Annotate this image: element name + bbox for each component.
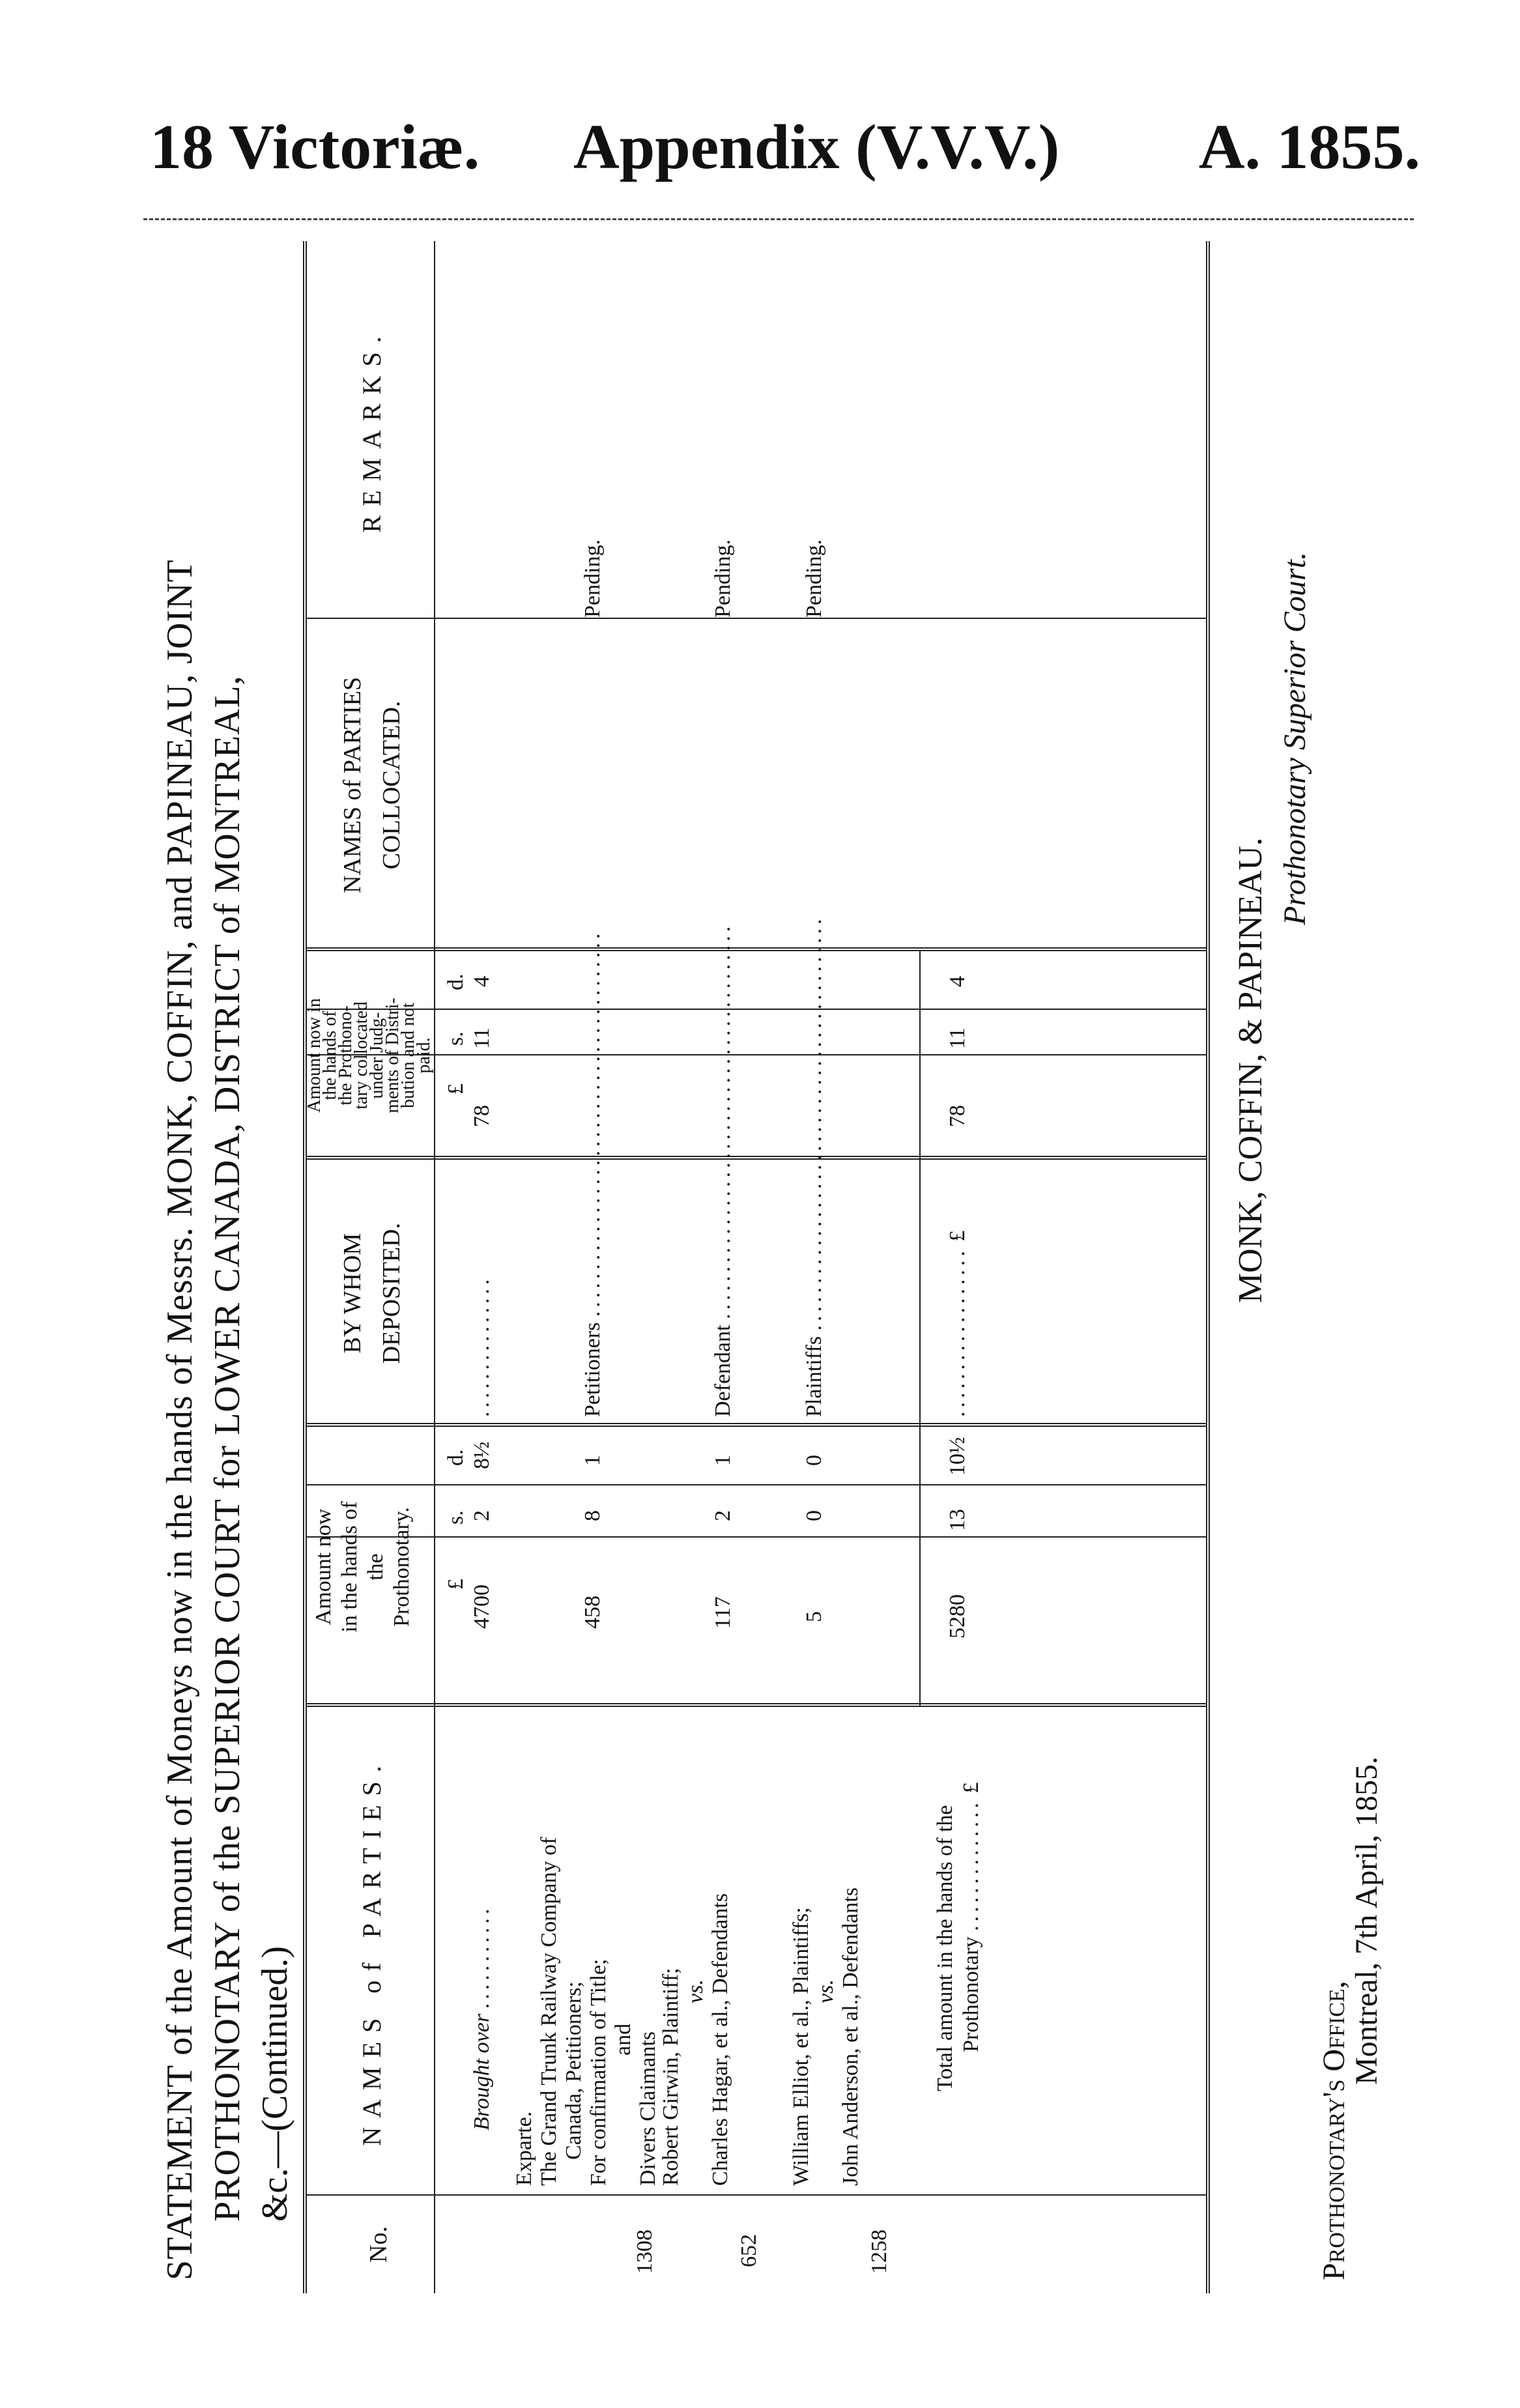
col-divider [307,947,1206,951]
row-deposited: Defendant .......................................... [711,922,735,1417]
row-remarks: Pending. [581,539,605,618]
pounds-symbol: £ [444,1579,468,1590]
col-header-no: No. [365,2226,392,2263]
office-place-date: Montreal, 7th April, 1855. [1349,1756,1384,2085]
brought-over-c-shillings: 11 [470,1027,494,1049]
col-divider [307,1156,1206,1160]
row-pounds: 117 [711,1596,735,1629]
office-name: Prothonotary's Office, [1317,1981,1351,2280]
brought-over-leader: ............... [470,1275,494,1417]
col-header-collocated-amount: Amount now in the hands of the Prothono- tary collocated under Judg- ments of Distri- bution and not paid. [304,997,434,1113]
total-c-pounds: 78 [945,1105,969,1127]
total-rule [919,951,921,1707]
statement-title [156,261,303,2280]
brought-over-pence: 8½ [470,1441,494,1469]
row-no: 1308 [633,2229,657,2274]
shillings-symbol: s. [444,1510,468,1525]
row-pence: 0 [802,1455,826,1466]
col-header-remarks: REMARKS. [357,327,386,533]
col-header-amount: Amount now in the hands of the Prothonotary. [311,1501,414,1633]
row-deposited: Petitioners ......................................... [581,929,605,1417]
row-no: 652 [737,2234,761,2267]
row-pence: 1 [711,1455,735,1466]
row-remarks: Pending. [711,539,735,618]
brought-over-label: Brought over ........... [470,1904,494,2130]
brought-over-pounds: 4700 [470,1584,494,1629]
total-pounds: 5280 [945,1594,969,1639]
col-divider [307,1484,1206,1485]
total-c-pence: 4 [945,976,969,987]
statement-line-3: &c.—(Continued.) [255,1945,295,2222]
header-rule [143,218,1414,220]
row-shillings: 2 [711,1510,735,1521]
row-deposited: Plaintiffs ............................................ [802,915,826,1417]
row-remarks: Pending. [802,539,826,618]
col-header-deposited: BY WHOM DEPOSITED. [339,1222,405,1364]
signature-names: MONK, COFFIN, & PAPINEAU. [1232,837,1269,1303]
statement-line-2: PROTHONOTARY of the SUPERIOR COURT for LOWER CANADA, DISTRICT of MONTREAL, [207,675,248,2222]
col-header-names: NAMES of PARTIES. [357,1756,386,2146]
brought-over-c-pounds: 78 [470,1105,494,1127]
rotated-document [156,241,1384,2293]
total-shillings: 13 [945,1509,969,1531]
total-c-shillings: 11 [945,1027,969,1049]
row-shillings: 0 [802,1510,826,1521]
signature-title: Prothonotary Superior Court. [1278,552,1312,925]
row-parties: Robert Girwin, Plaintiff; vs. Charles Hagar, et al., Defendants [659,1893,732,2186]
header-row-rule [434,241,435,2293]
col-header-collocated-names: NAMES of PARTIES COLLOCATED. [339,676,405,894]
total-pence: 10½ [945,1437,969,1476]
col-divider [307,2194,1206,2196]
header-appendix: Appendix (V.V.V.) [573,112,1060,182]
row-no: 1258 [867,2229,891,2274]
row-shillings: 8 [581,1510,605,1521]
brought-over-shillings: 2 [470,1510,494,1521]
total-leader: .................. £ [945,1230,969,1417]
col-divider [307,1009,1206,1010]
row-pounds: 5 [802,1611,826,1622]
brought-over-c-pence: 4 [470,976,494,987]
page-header [150,111,1420,195]
col-divider [307,618,1206,619]
col-divider [307,1423,1206,1427]
col-divider [307,1536,1206,1538]
total-label: Total amount in the hands of the Prothonotary .............. £ [933,1782,983,2091]
row-parties: Exparte. The Grand Trunk Railway Company of Canada, Petitioners; For confirmation of Title; and Divers Claimants [512,1837,660,2186]
row-pounds: 458 [581,1596,605,1629]
row-pence: 1 [581,1455,605,1466]
col-divider [307,1703,1206,1707]
c-pence-symbol: d. [444,973,468,990]
c-shillings-symbol: s. [444,1031,468,1046]
c-pounds-symbol: £ [444,1083,468,1095]
pence-symbol: d. [444,1449,468,1466]
header-session: 18 Victoriæ. [150,112,480,182]
col-divider [307,1054,1206,1055]
row-parties: William Elliot, et al., Plaintiffs; vs. John Anderson, et al., Defendants [789,1887,863,2186]
header-year: A. 1855. [1198,112,1420,182]
statement-table [303,241,1210,2293]
statement-line-1: STATEMENT of the Amount of Moneys now in the hands of Messrs. MONK, COFFIN, and PAPINEAU, JOINT [160,559,200,2280]
